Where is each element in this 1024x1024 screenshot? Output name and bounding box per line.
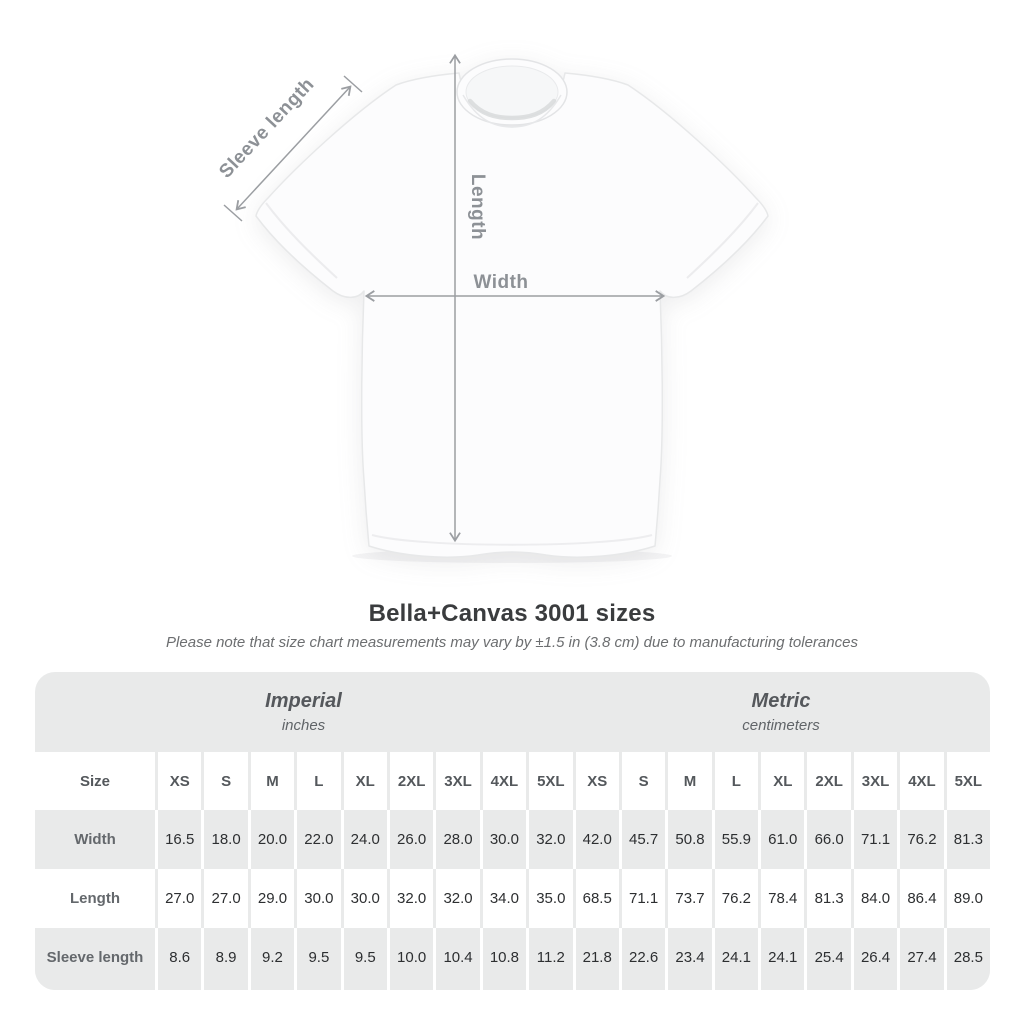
- value-cell: 73.7: [665, 869, 711, 928]
- row-label-cell: Sleeve length: [46, 949, 144, 966]
- value-cell: 21.8: [573, 928, 619, 990]
- value-cell: 86.4: [897, 869, 943, 928]
- value-cell: 89.0: [944, 869, 990, 928]
- value-cell: 27.4: [897, 928, 943, 990]
- value-cell: 10.0: [387, 928, 433, 990]
- value-cell: 30.0: [294, 869, 340, 928]
- imperial-group-unit: inches: [281, 717, 326, 734]
- value-cell: 11.2: [526, 928, 572, 990]
- value-cell: 28.0: [433, 810, 479, 869]
- value-cell: 24.1: [712, 928, 758, 990]
- size-header-cell: S: [201, 752, 247, 810]
- page-title: Bella+Canvas 3001 sizes: [368, 600, 656, 627]
- value-cell: 25.4: [804, 928, 850, 990]
- value-cell: 30.0: [480, 810, 526, 869]
- size-header-row: [35, 752, 990, 810]
- metric-group-header: [572, 672, 990, 752]
- value-cell: 18.0: [201, 810, 247, 869]
- size-header-cell: 3XL: [851, 752, 897, 810]
- size-header-cell: XL: [758, 752, 804, 810]
- value-cell: 23.4: [665, 928, 711, 990]
- size-header-cell: 4XL: [480, 752, 526, 810]
- value-cell: 50.8: [665, 810, 711, 869]
- value-cell: 24.0: [341, 810, 387, 869]
- value-cell: 81.3: [944, 810, 990, 869]
- value-cell: 27.0: [155, 869, 201, 928]
- value-cell: 8.9: [201, 928, 247, 990]
- metric-group-name: Metric: [751, 690, 811, 712]
- measurement-row-width: [35, 810, 990, 869]
- value-cell: 22.0: [294, 810, 340, 869]
- size-header-cell: XS: [573, 752, 619, 810]
- size-header-cell: M: [248, 752, 294, 810]
- value-cell: 26.4: [851, 928, 897, 990]
- value-cell: 20.0: [248, 810, 294, 869]
- size-header-cell: XS: [155, 752, 201, 810]
- value-cell: 42.0: [573, 810, 619, 869]
- size-header-cell: M: [665, 752, 711, 810]
- size-header-cell: XL: [341, 752, 387, 810]
- value-cell: 9.5: [341, 928, 387, 990]
- value-cell: 8.6: [155, 928, 201, 990]
- value-cell: 10.4: [433, 928, 479, 990]
- measurement-row-sleeve-length: [35, 928, 990, 990]
- imperial-group-header: [35, 672, 572, 752]
- size-header-cell: L: [712, 752, 758, 810]
- value-cell: 71.1: [619, 869, 665, 928]
- size-header-cell: 5XL: [526, 752, 572, 810]
- value-cell: 32.0: [526, 810, 572, 869]
- value-cell: 30.0: [341, 869, 387, 928]
- tshirt-body: [256, 73, 768, 557]
- unit-group-header: [35, 672, 990, 752]
- value-cell: 9.5: [294, 928, 340, 990]
- value-cell: 24.1: [758, 928, 804, 990]
- value-cell: 34.0: [480, 869, 526, 928]
- value-cell: 32.0: [387, 869, 433, 928]
- row-label-cell: Length: [70, 890, 120, 907]
- length-label: Length: [467, 173, 488, 241]
- value-cell: 61.0: [758, 810, 804, 869]
- value-cell: 16.5: [155, 810, 201, 869]
- size-header-cell: S: [619, 752, 665, 810]
- size-header-cell: 5XL: [944, 752, 990, 810]
- value-cell: 71.1: [851, 810, 897, 869]
- measurement-row-length: [35, 869, 990, 928]
- value-cell: 78.4: [758, 869, 804, 928]
- value-cell: 10.8: [480, 928, 526, 990]
- value-cell: 9.2: [248, 928, 294, 990]
- size-header-cell: 2XL: [804, 752, 850, 810]
- size-header-cell: 2XL: [387, 752, 433, 810]
- size-header-cell: L: [294, 752, 340, 810]
- value-cell: 81.3: [804, 869, 850, 928]
- value-cell: 55.9: [712, 810, 758, 869]
- value-cell: 76.2: [897, 810, 943, 869]
- value-cell: 84.0: [851, 869, 897, 928]
- size-header-cell: 4XL: [897, 752, 943, 810]
- corner-label-cell: Size: [79, 772, 110, 790]
- tolerance-note: Please note that size chart measurements may vary by ±1.5 in (3.8 cm) due to manufacturing tolerances: [166, 634, 858, 651]
- value-cell: 45.7: [619, 810, 665, 869]
- value-cell: 26.0: [387, 810, 433, 869]
- tshirt-illustration: [256, 59, 768, 557]
- value-cell: 32.0: [433, 869, 479, 928]
- value-cell: 68.5: [573, 869, 619, 928]
- value-cell: 22.6: [619, 928, 665, 990]
- value-cell: 28.5: [944, 928, 990, 990]
- value-cell: 66.0: [804, 810, 850, 869]
- value-cell: 35.0: [526, 869, 572, 928]
- size-chart-grid: [35, 752, 990, 990]
- row-label-cell: Width: [74, 831, 116, 848]
- sleeve-length-label: Sleeve length: [215, 73, 319, 183]
- value-cell: 76.2: [712, 869, 758, 928]
- value-cell: 27.0: [201, 869, 247, 928]
- imperial-group-name: Imperial: [265, 690, 342, 712]
- size-chart-table: [35, 672, 990, 990]
- width-label: Width: [473, 272, 529, 293]
- metric-group-unit: centimeters: [742, 717, 820, 734]
- size-header-cell: 3XL: [433, 752, 479, 810]
- value-cell: 29.0: [248, 869, 294, 928]
